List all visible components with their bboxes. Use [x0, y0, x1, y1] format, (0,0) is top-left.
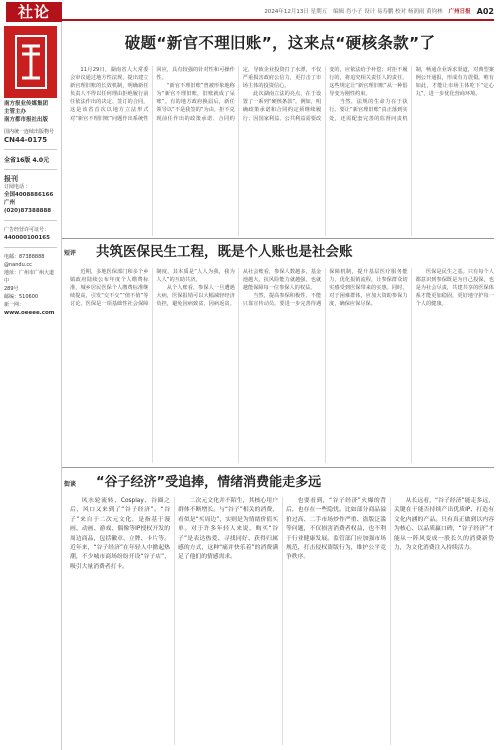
contact-line: 289号: [4, 286, 19, 292]
article-paragraph: 近期，多地医保部门和多个乡镇政府陆续公布年度个人缴费标准，城乡居民医保个人缴费标准继续提高，引发“交不交”“值不值”等讨论。医保是一项基础性社会保障制度，其本质是“人人为我，我为人人”的互助共济。: [70, 269, 235, 308]
section-label: 街谈: [64, 481, 77, 488]
divider: [4, 220, 57, 221]
subscription-block: [0, 173, 61, 217]
editor-line: 编辑 肖小子 设计 易寿鹏 校对 杨润雨 黄钧林: [333, 9, 443, 15]
section-divider: [62, 238, 494, 239]
masthead: [0, 0, 500, 22]
page-number: A02: [476, 6, 494, 16]
divider: [4, 149, 57, 150]
article-paragraph: 从个人账看，参保人一旦遭遇大病，医保报销可以大幅减轻经济负担，避免因病致贫、因病返贫。从社会账看，参保人数越多，基金池越大，抗风险能力就越强，也就越能保障每一位参保人的权益。: [156, 269, 322, 308]
article-body: [70, 268, 494, 463]
newspaper-logo: [4, 26, 57, 98]
contact-line: 邮编：510600: [4, 294, 39, 300]
subscription-line: 全国4008886166: [4, 192, 54, 198]
publisher-line: 主管主办: [4, 109, 27, 115]
article-paragraph: “新官不理旧账”曾被形象地称为“新官不理旧账，旧账就成了呆账”。有的地方政府换届后，新任领导以“不是我签的”为由，拒不兑现前任作出的政策承诺、合同约定，导致企业投资打了水漂，不仅严重损害政府公信力，更打击了市场主体的投资信心。: [156, 67, 322, 122]
logo-icon: [12, 32, 50, 92]
article-paragraph: 当然，法规的生命力在于执行。要让“新官理旧账”真正落到实处，还需配套完善的监督问责机制，畅通企业诉求渠道，对典型案例公开通报，形成有力震慑。唯有如此，才能让市场主体吃下“定心丸”，进一步优化营商环境。: [329, 67, 494, 122]
divider: [4, 169, 57, 170]
contact-line: @nandu.cc: [4, 262, 32, 268]
article-paragraph: 11月29日，湖南省人大常委会审议通过地方性法规，提出建立新官理旧账的长效机制，明确新任负责人不得以任何理由拒绝履行前任依法作出的决定、签订的合同。这是该省首次以地方立法形式对“新官不理旧账”问题作出系统性回应，具有较强的针对性和可操作性。: [70, 67, 235, 122]
article-paragraph: 从长远看，“谷子经济”能走多远，关键在于能否持续产出优质IP、打造有文化内涵的产品。只有真正做到以内容为核心、以品质赢口碑，“谷子经济”才能从一阵风变成一股长久的消费新势力，为文化消费注入持续活力。: [394, 498, 494, 552]
article-paragraph: 风水轮流转，Cosplay、谷圈之后，风口又来到了“谷子经济”。“谷子”来自于二次元文化，是指基于漫画、动画、游戏、偶像等IP授权开发的周边商品，包括徽章、立牌、卡片等。近年来，“谷子经济”在年轻人中掀起热潮，不少城市商场纷纷开设“谷子店”，吸引大量消费者打卡。: [70, 498, 170, 570]
ad-license-block: [0, 224, 61, 244]
section-title: 社论: [6, 2, 62, 22]
subscription-line: 订阅电话 ：: [4, 184, 31, 190]
ad-license-code: 440000100165: [4, 235, 50, 241]
subscription-line: 广州(020)87388888: [4, 200, 52, 214]
article-paragraph: 医保是民生之基。只有每个人都意识到参保既是为自己投保，也是为社会尽责，共建共享的医保体系才能更加稳固，更好地守护每一个人的健康。: [415, 269, 494, 308]
contact-block: [0, 251, 61, 319]
article-paragraph: 此次湖南立法的亮点，在于设置了一系列“硬核条款”。例如，明确政策承诺和合同约定须继续履行；因国家利益、公共利益需要改变的，应依法给予补偿；对拒不履行的，将追究相关责任人的责任。这些规定让“新官理旧账”从一种倡导变为刚性约束。: [242, 67, 408, 122]
header-rule: [62, 19, 494, 21]
contact-line: 地址：广州市广州大道中: [4, 270, 55, 284]
publisher-line: 南方都市报社出版: [4, 117, 49, 123]
article-headline: “谷子经济”受追捧，情绪消费能走多远: [96, 475, 322, 490]
article-body: [70, 66, 494, 236]
cn-code: CN44-0175: [4, 136, 48, 144]
article-headline: 破题“新官不理旧账”，这来点“硬核条款”了: [124, 34, 436, 52]
cn-label: 国内统一连续出版物号: [4, 129, 55, 135]
sidebar: [0, 22, 62, 750]
section-label: 短评: [64, 250, 77, 257]
section-divider: [62, 467, 494, 468]
article-paragraph: 也要看到，“谷子经济”火爆的背后，也存在一些隐忧。比如部分商品溢价过高、二手市场炒作严重、盗版泛滥等问题，不仅损害消费者权益，也不利于行业健康发展。监管部门应加强市场规范，打击侵权盗版行为，维护公平竞争秩序。: [286, 498, 386, 561]
article-paragraph: 当然，提高参保积极性，不能只靠宣传动员。要进一步完善待遇保障机制，提升基层医疗服务能力，优化报销流程，让参保群众切实感受到医保带来的实惠。同时，对于困难群体，应加大资助参保力度，确保应保尽保。: [242, 269, 408, 308]
cn-block: [0, 126, 61, 146]
date-line: 2024年12月13日 星期五: [264, 9, 328, 15]
contact-line: 电邮：87388888: [4, 254, 45, 260]
price: 全省16版 4.0元: [4, 157, 50, 164]
subscription-title: 报刊: [4, 175, 18, 183]
brand-name: 广州日报: [448, 9, 471, 15]
website-link[interactable]: www.oeeee.com: [4, 310, 55, 316]
article-headline: 共筑医保民生工程，既是个人账也是社会账: [96, 244, 353, 260]
publisher-line: 南方报业传媒集团: [4, 101, 49, 107]
article-body: [70, 497, 494, 745]
header-info: [66, 5, 494, 17]
ad-license-label: 广告经营许可证号：: [4, 227, 50, 233]
publisher-info: [0, 98, 61, 126]
article-paragraph: 二次元文化并不陌生，其核心用户群体不断增长。与“谷子”相关的消费，看似是“买周边”，实则是为情绪价值买单。对于许多年轻人来说，购买“谷子”是表达热爱、寻找同好、获得归属感的方式，这种“痛并快乐着”的消费满足了他们的情感需求。: [178, 498, 278, 561]
divider: [4, 247, 57, 248]
contact-line: 新一网：: [4, 302, 25, 308]
